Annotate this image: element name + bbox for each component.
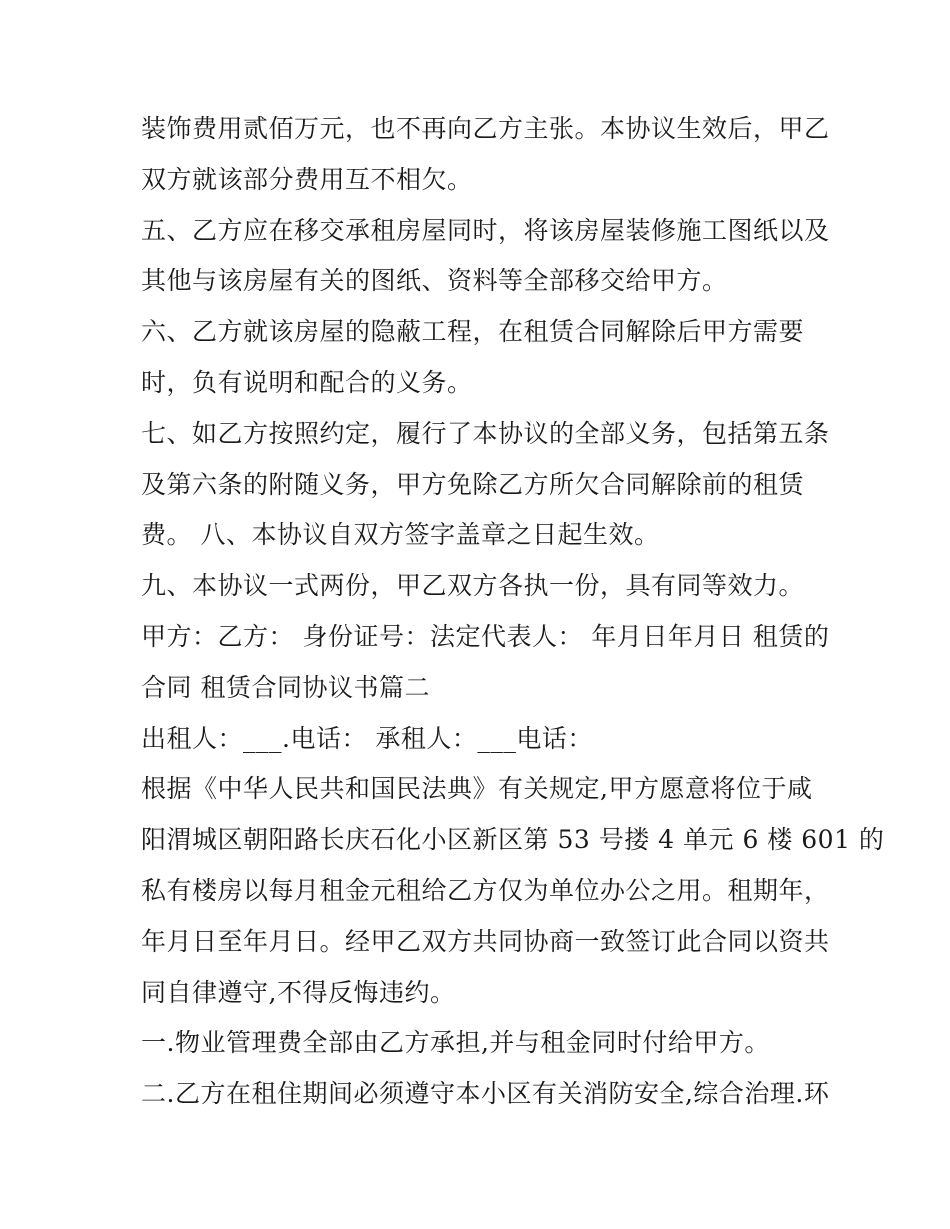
text-line: 其他与该房屋有关的图纸、资料等全部移交给甲方。 — [141, 266, 728, 296]
text-line: 装饰费用贰佰万元，也不再向乙方主张。本协议生效后，甲乙 — [141, 114, 830, 143]
text-line: 时，负有说明和配合的义务。 — [141, 367, 473, 397]
text-line: 二.乙方在租住期间必须遵守本小区有关消防安全,综合治理.环 — [141, 1079, 830, 1109]
text-line: 九、本协议一式两份，甲乙双方各执一份，具有同等效力。 — [141, 571, 805, 601]
text-line: 年月日至年月日。经甲乙双方共同协商一致签订此合同以资共 — [141, 926, 830, 956]
text-line: 阳渭城区朝阳路长庆石化小区新区第 53 号搂 4 单元 6 楼 601 的 — [141, 825, 885, 855]
text-line: 五、乙方应在移交承租房屋同时，将该房屋装修施工图纸以及 — [141, 215, 830, 245]
text-line: 一.物业管理费全部由乙方承担,并与租金同时付给甲方。 — [141, 1028, 770, 1058]
text-line: 出租人：___.电话： 承租人：___电话： — [141, 723, 593, 753]
text-line: 费。 八、本协议自双方签字盖章之日起生效。 — [141, 520, 660, 550]
text-line: 甲方：乙方： 身份证号：法定代表人： 年月日年月日 租赁的 — [141, 621, 830, 651]
text-line: 及第六条的附随义务，甲方免除乙方所欠合同解除前的租赁 — [141, 469, 805, 499]
text-line: 私有楼房以每月租金元租给乙方仅为单位办公之用。租期年， — [141, 875, 830, 905]
text-line: 六、乙方就该房屋的隐蔽工程，在租赁合同解除后甲方需要 — [141, 317, 805, 347]
text-line: 双方就该部分费用互不相欠。 — [141, 164, 473, 194]
document-body — [141, 104, 885, 1120]
text-line: 七、如乙方按照约定，履行了本协议的全部义务，包括第五条 — [141, 418, 830, 448]
text-line: 合同 租赁合同协议书篇二 — [141, 672, 430, 702]
text-line: 同自律遵守,不得反悔违约。 — [141, 977, 456, 1007]
text-line: 根据《中华人民共和国民法典》有关规定,甲方愿意将位于咸 — [141, 774, 813, 804]
